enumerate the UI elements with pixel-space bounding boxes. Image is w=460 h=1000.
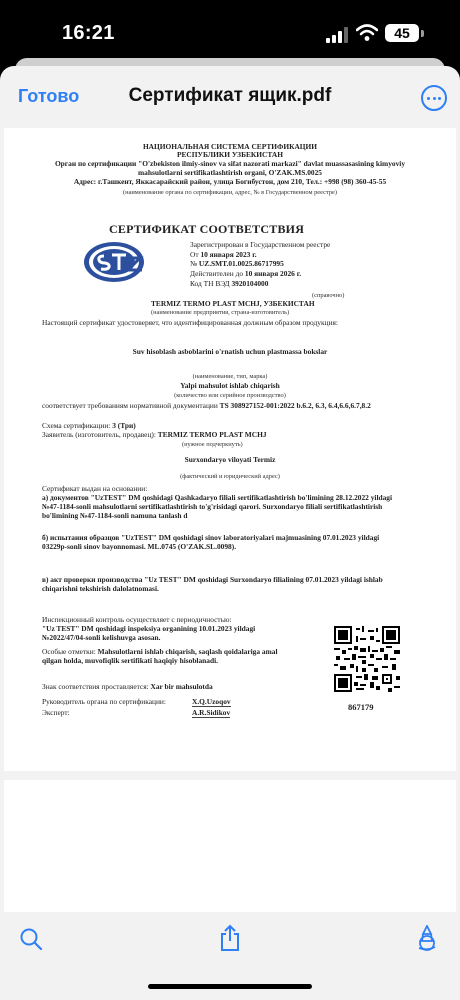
- expert-label: Эксперт:: [42, 708, 70, 717]
- head-signature: X.Q.Uzoqov: [192, 697, 231, 706]
- company-name: TERMIZ TERMO PLAST MCHJ, УЗБЕКИСТАН: [151, 299, 315, 308]
- conforms-label: соответствует требованиям нормативной документации: [42, 401, 218, 410]
- home-indicator: [148, 984, 312, 989]
- applicant-address: Surxondaryo viloyati Termiz: [184, 455, 276, 464]
- status-bar: [0, 0, 460, 58]
- scheme-value: 3 (Три): [112, 421, 136, 430]
- number-label: №: [190, 259, 198, 268]
- valid-label: Действителен до: [190, 269, 244, 278]
- special-line-2: qilgan holda, muvofiqlik sertifikati haqiqiy hisoblanadi.: [42, 656, 218, 665]
- qr-code-icon: [334, 626, 400, 692]
- battery-tip: [421, 30, 424, 37]
- product-name: Suv hisoblash asboblarini o'rnatish uchun plastmassa bokslar: [132, 347, 328, 356]
- basis-a-line-3: bo'limining №47-1184-sonli namuna tanlash d: [42, 511, 188, 520]
- applicant-value: TERMIZ TERMO PLAST MCHJ: [157, 430, 267, 439]
- mark-row: [42, 682, 213, 691]
- qr-number: 867179: [348, 702, 374, 712]
- pdf-page-2[interactable]: [4, 780, 456, 912]
- inspection-line-1: "Uz TEST" DM qoshidagi inspeksiya organining 10.01.2023 yildagi: [42, 624, 256, 633]
- company-note: (наименование предприятия, страна-изготовитель): [151, 309, 290, 316]
- system-line-2: РЕСПУБЛИКИ УЗБЕКИСТАН: [176, 150, 283, 159]
- code-row: [190, 279, 268, 288]
- organ-address: Адрес: г.Ташкент, Яккасарайский район, улица Богибустон, дом 210, Тел.: +998 (98) 360-45-55: [73, 177, 387, 186]
- basis-c-line-1: в) акт проверки производства "Uz TEST" DM qoshidagi Surxondaryo filialining 07.01.2023 yildagi ishlab: [42, 575, 383, 584]
- production-note: (количество или серийное производство): [174, 392, 286, 399]
- markup-icon[interactable]: [415, 925, 439, 951]
- scheme-label: Схема сертификации:: [42, 421, 111, 430]
- mark-value: Xar bir mahsulotda: [150, 682, 213, 691]
- inspection-line-2: №2022/47/04-sonli kelishuvga asosan.: [42, 633, 161, 642]
- from-label: От: [190, 250, 199, 259]
- mark-label: Знак соответствия проставляется:: [42, 682, 149, 691]
- code-label: Код ТН ВЭД: [190, 279, 230, 288]
- code-value: 3920104000: [231, 279, 269, 288]
- organ-line-2: mahsulotlarni sertifikatlashtirish organi, O'ZAK.MS.0025: [138, 168, 322, 177]
- basis-a-line-1: а) документов "UzTEST" DM qoshidagi Qashkadaryo filiali sertifikatlashtirish bo'limining 28.12.2022 yildagi: [42, 493, 393, 502]
- from-date: 10 января 2023 г.: [200, 250, 257, 259]
- expert-signature: A.R.Sidikov: [192, 708, 231, 717]
- pdf-page-1[interactable]: [4, 128, 456, 771]
- valid-row: [190, 269, 301, 278]
- special-label: Особые отметки:: [42, 647, 96, 656]
- certificate-number: UZ.SMT.01.0025.86717995: [198, 259, 284, 268]
- head-label: Руководитель органа по сертификации:: [42, 697, 166, 706]
- basis-a-line-2: №47-1184-sonli mahsulotlarni sertifikatlashtirish to'g'risidagi qarori. Surxondaryo filiali sertifikatlashtirish: [42, 502, 383, 511]
- registered-label: Зарегистрирован в Государственном реестре: [190, 240, 331, 249]
- basis-b-line-2: 03229p-sonli sinov bayonnomasi. ML.0745 (O'ZAK.SL.0098).: [42, 542, 237, 551]
- scheme-row: [42, 421, 136, 430]
- certificate-heading: СЕРТИФИКАТ СООТВЕТСТВИЯ: [109, 222, 305, 236]
- done-button[interactable]: Готово: [18, 86, 80, 106]
- applicant-note: (нужное подчеркнуть): [182, 441, 243, 448]
- system-line-1: НАЦИОНАЛЬНАЯ СИСТЕМА СЕРТИФИКАЦИИ: [142, 142, 318, 151]
- special-row: [42, 647, 278, 656]
- applicant-row: [42, 430, 267, 439]
- basis-c-line-2: chiqarishni tekshirish dalolatnomasi.: [42, 584, 159, 593]
- certification-logo-icon: [82, 240, 146, 284]
- from-row: [190, 250, 257, 259]
- search-icon[interactable]: [19, 927, 43, 951]
- wifi-icon: [356, 24, 378, 42]
- address-note: (фактический и юридический адрес): [180, 473, 280, 480]
- share-icon[interactable]: [219, 924, 241, 952]
- organ-line-1: Орган по сертификации "O'zbekiston ilmiy-sinov va sifat nazorati markazi" davlat muassasasining kimyoviy: [54, 159, 406, 168]
- applicant-label: Заявитель (изготовитель, продавец):: [42, 430, 156, 439]
- valid-date: 10 января 2026 г.: [244, 269, 302, 278]
- cellular-signal-icon: [326, 27, 348, 43]
- number-row: [190, 259, 284, 268]
- issued-basis-label: Сертификат выдан на основании:: [42, 484, 148, 493]
- conforms-value: TS 308927152-001:2022 b.6.2, 6.3, 6.4,6.6,6.7,8.2: [219, 401, 371, 410]
- navigation-bar: [0, 66, 460, 128]
- production-type: Yalpi mahsulot ishlab chiqarish: [180, 381, 280, 390]
- inspection-label: Инспекционный контроль осуществляет с периодичностью:: [42, 615, 232, 624]
- certifies-text: Настоящий сертификат удостоверяет, что идентифицированная должным образом продукция:: [42, 318, 338, 327]
- basis-b-line-1: б) испытания образцов "UzTEST" DM qoshidagi sinov laboratoriyalari majmuasining 07.01.2023 yildagi: [42, 533, 380, 542]
- document-title: Сертификат ящик.pdf: [128, 85, 332, 106]
- conforms-row: [42, 401, 371, 410]
- product-note: (наименование, тип, марка): [192, 373, 268, 380]
- more-options-icon[interactable]: [421, 85, 447, 111]
- special-line-1: Mahsulotlarni ishlab chiqarish, saqlash qoidalariga amal: [97, 647, 278, 656]
- organ-note: (наименование органа по сертификации, адрес, № в Государственном реестре): [122, 189, 338, 196]
- reference-note: (справочно): [312, 292, 345, 299]
- status-time: 16:21: [62, 22, 115, 44]
- battery-icon: 45: [385, 24, 419, 42]
